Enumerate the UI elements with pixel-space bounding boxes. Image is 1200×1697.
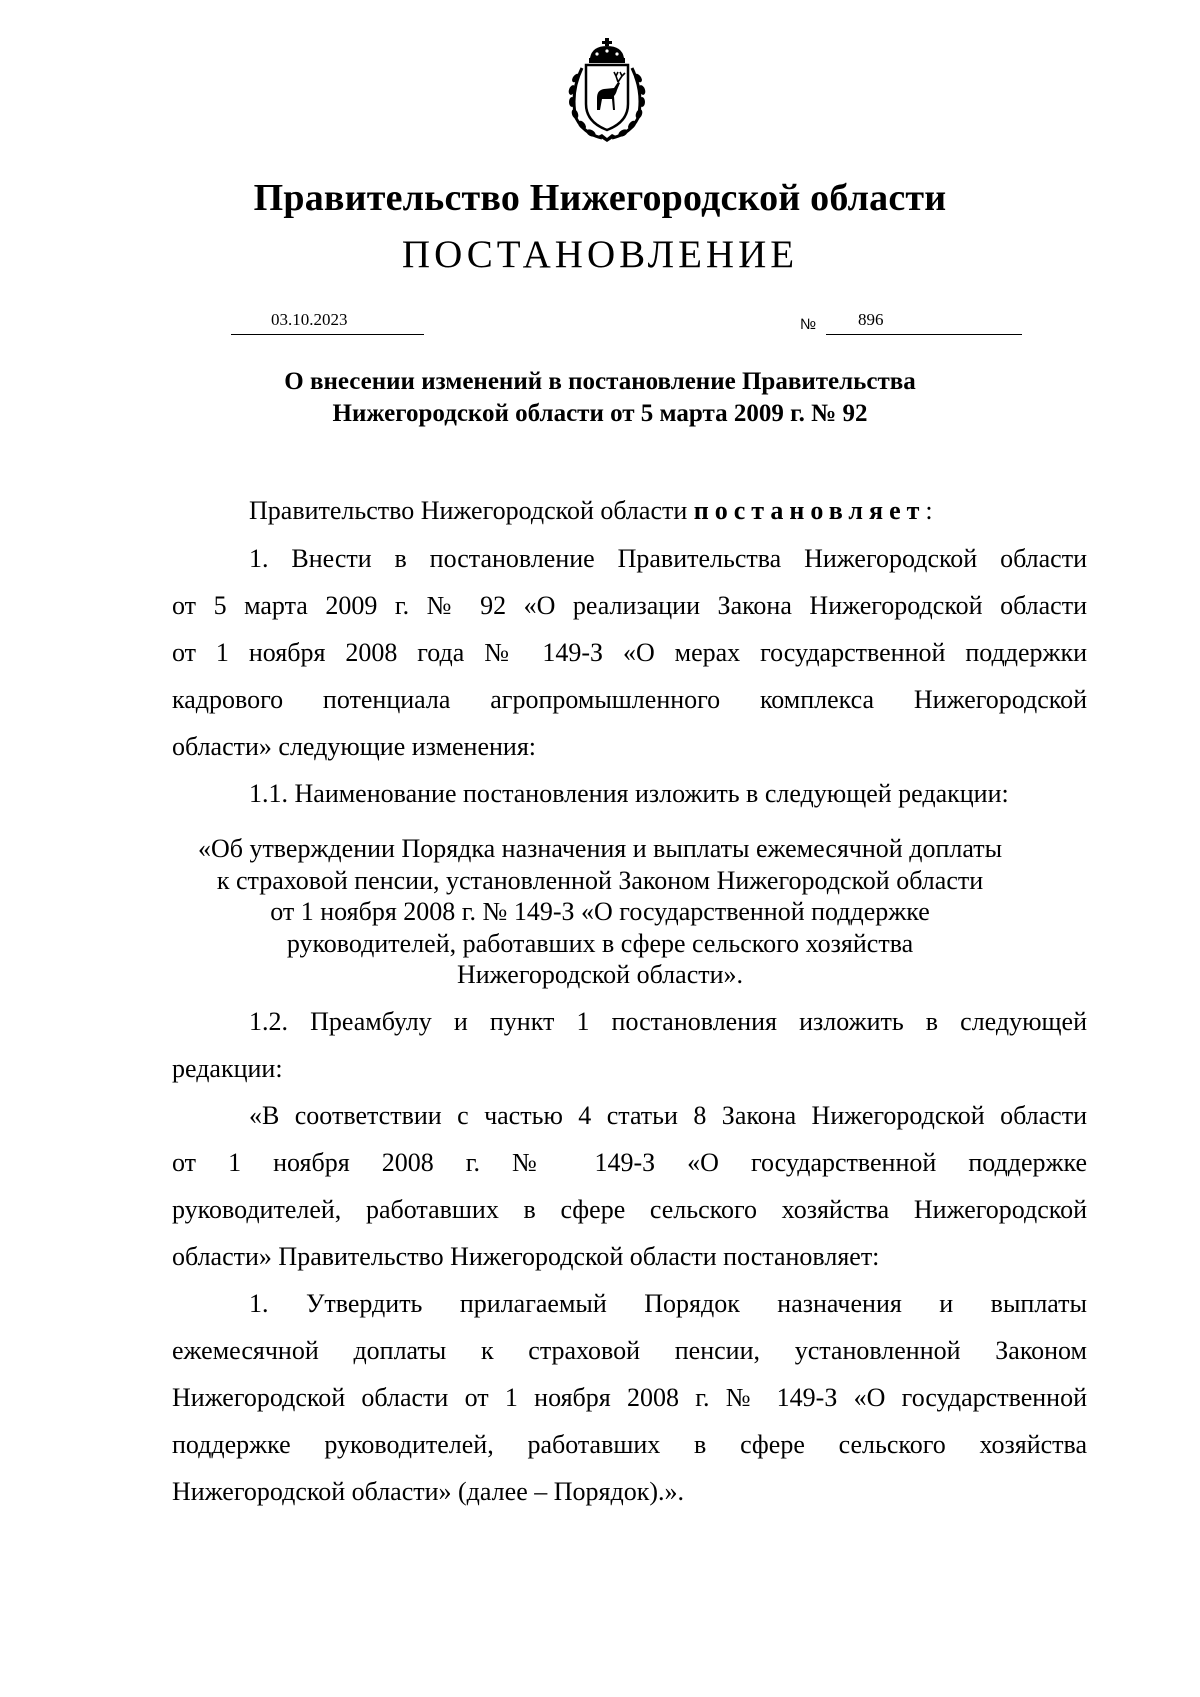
preamble bbox=[249, 495, 933, 527]
nizhny-novgorod-coat-of-arms-icon bbox=[564, 38, 650, 144]
paragraph-line: от 1 ноября 2008 года № 149-З «О мерах государственной поддержки bbox=[172, 638, 1087, 667]
quote-line: руководителей, работавших в сфере сельского хозяйства bbox=[286, 928, 914, 958]
preamble-spaced-verb: постановляет bbox=[693, 496, 926, 525]
document-type: ПОСТАНОВЛЕНИЕ bbox=[401, 233, 799, 276]
paragraph-line: Нижегородской области» (далее – Порядок).». bbox=[172, 1477, 684, 1506]
document-date: 03.10.2023 bbox=[271, 310, 348, 329]
paragraph-line: редакции: bbox=[172, 1054, 283, 1083]
quote-line: к страховой пенсии, установленной Законом Нижегородской области bbox=[216, 865, 984, 895]
paragraph-line: от 5 марта 2009 г. № 92 «О реализации Закона Нижегородской области bbox=[172, 591, 1087, 620]
paragraph-line: области» следующие изменения: bbox=[172, 732, 537, 761]
paragraph-line: 1. Утвердить прилагаемый Порядок назначения и выплаты bbox=[249, 1289, 1087, 1318]
paragraph-line: поддержке руководителей, работавших в сфере сельского хозяйства bbox=[172, 1430, 1087, 1459]
heading-line: О внесении изменений в постановление Правительства bbox=[284, 368, 916, 395]
preamble-text: Правительство Нижегородской области bbox=[249, 496, 694, 525]
paragraph-line: Нижегородской области от 1 ноября 2008 г. № 149-З «О государственной bbox=[172, 1383, 1087, 1412]
quote-line: Нижегородской области». bbox=[456, 960, 744, 989]
number-field bbox=[826, 308, 1022, 335]
preamble-tail: : bbox=[925, 496, 933, 525]
document-heading bbox=[0, 366, 1200, 430]
date-field bbox=[231, 308, 424, 335]
paragraph-line: от 1 ноября 2008 г. № 149-З «О государственной поддержке bbox=[172, 1148, 1087, 1177]
paragraph-line: руководителей, работавших в сфере сельского хозяйства Нижегородской bbox=[172, 1195, 1087, 1224]
paragraph-line: 1.1. Наименование постановления изложить в следующей редакции: bbox=[249, 779, 1009, 808]
government-title: Правительство Нижегородской области bbox=[253, 177, 947, 219]
paragraph-line: кадрового потенциала агропромышленного комплекса Нижегородской bbox=[172, 685, 1087, 714]
document-number: 896 bbox=[858, 310, 884, 329]
paragraph-line: 1. Внести в постановление Правительства Нижегородской области bbox=[249, 544, 1087, 573]
paragraph-line: «В соответствии с частью 4 статьи 8 Закона Нижегородской области bbox=[249, 1101, 1087, 1130]
number-label: № bbox=[800, 316, 817, 333]
paragraph-line: ежемесячной доплаты к страховой пенсии, установленной Законом bbox=[172, 1336, 1087, 1365]
paragraph-line: 1.2. Преамбулу и пункт 1 постановления изложить в следующей bbox=[249, 1007, 1087, 1036]
quote-line: от 1 ноября 2008 г. № 149-З «О государственной поддержке bbox=[270, 897, 930, 926]
new-title-quote bbox=[0, 833, 1200, 991]
paragraph-line: области» Правительство Нижегородской области постановляет: bbox=[172, 1242, 880, 1271]
heading-line: Нижегородской области от 5 марта 2009 г. № 92 bbox=[332, 400, 868, 427]
quote-line: «Об утверждении Порядка назначения и выплаты ежемесячной доплаты bbox=[197, 834, 1003, 863]
